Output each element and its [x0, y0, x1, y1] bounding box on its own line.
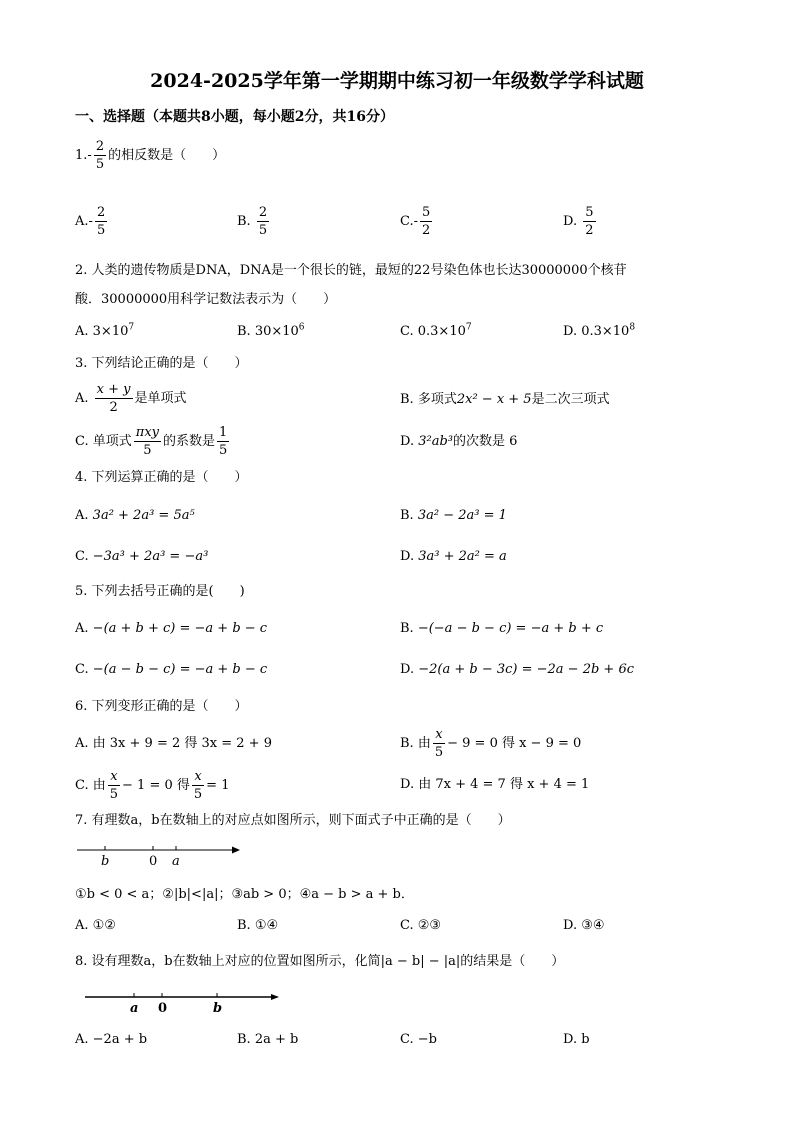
- denominator: 5: [219, 443, 228, 458]
- question-7-statements: ①b < 0 < a；②|b|<|a|；③ab > 0；④a − b > a + b．: [75, 887, 414, 902]
- denominator: 5: [434, 745, 444, 760]
- denominator: 5: [96, 223, 106, 238]
- question-2-line1: 2. 人类的遗传物质是DNA，DNA是一个很长的链，最短的22号染色体也长达30000000个核苷: [75, 263, 627, 278]
- fraction: [192, 768, 204, 803]
- option-2c[interactable]: [400, 323, 472, 341]
- question-5-stem: 5. 下列去括号正确的是( ): [75, 584, 245, 599]
- denominator: 5: [95, 157, 105, 172]
- option-text: C. 0.3×10: [400, 324, 466, 339]
- numerator: 1: [219, 425, 228, 440]
- option-text: 是单项式: [134, 391, 187, 406]
- question-7-stem: 7. 有理数a，b在数轴上的对应点如图所示，则下面式子中正确的是（ ）: [75, 813, 511, 828]
- option-label: C. 由: [75, 778, 106, 793]
- fraction: [217, 424, 229, 459]
- stem-text: 的相反数是（ ）: [108, 148, 226, 163]
- math-expression: 3a³ + 2a² = a: [418, 549, 507, 564]
- label-a: a: [172, 854, 180, 869]
- option-3b[interactable]: [400, 391, 610, 409]
- option-1b[interactable]: [237, 204, 271, 239]
- option-5d[interactable]: [400, 661, 634, 679]
- option-6c[interactable]: [75, 768, 229, 803]
- option-label: C.: [75, 434, 89, 449]
- option-text: = 1: [206, 778, 230, 793]
- question-2-line2: 酸．30000000用科学记数法表示为（ ）: [75, 292, 337, 307]
- option-label: B.: [237, 214, 251, 229]
- option-8a[interactable]: A. −2a + b: [75, 1032, 148, 1047]
- exponent: 6: [298, 322, 305, 333]
- sign: -: [88, 214, 93, 229]
- option-8c[interactable]: C. −b: [400, 1032, 437, 1047]
- option-label: A.: [75, 214, 89, 229]
- math-expression: 3a² + 2a³ = 5a⁵: [92, 508, 195, 523]
- arrow-icon: [271, 994, 279, 1000]
- label-b: b: [213, 1001, 223, 1016]
- option-label: C.: [75, 662, 89, 677]
- option-label: C.: [400, 214, 414, 229]
- option-2b[interactable]: [237, 323, 305, 341]
- option-5b[interactable]: [400, 620, 603, 638]
- option-7d[interactable]: D. ③④: [563, 918, 605, 933]
- page-title: 2024-2025学年第一学期期中练习初一年级数学学科试题: [150, 70, 644, 92]
- option-1a[interactable]: [75, 204, 109, 239]
- option-label: A.: [75, 391, 89, 406]
- option-text: − 1 = 0 得: [122, 778, 190, 793]
- option-label: D.: [563, 214, 578, 229]
- option-1d[interactable]: [563, 204, 598, 239]
- exponent: 7: [465, 322, 472, 333]
- numerator: x: [192, 768, 204, 786]
- question-8-stem: 8. 设有理数a，b在数轴上对应的位置如图所示，化简|a − b| − |a|的结果是（ ）: [75, 954, 565, 969]
- option-2a[interactable]: [75, 323, 134, 341]
- label-zero: 0: [158, 1001, 168, 1016]
- label-a: a: [130, 1001, 139, 1016]
- option-text: 单项式: [92, 434, 132, 449]
- denominator: 2: [422, 223, 431, 238]
- fraction: [108, 768, 120, 803]
- option-4c[interactable]: [75, 548, 208, 566]
- option-8b[interactable]: B. 2a + b: [237, 1032, 299, 1047]
- number-line-q7: [75, 838, 245, 872]
- numerator: 5: [585, 205, 594, 220]
- option-label: D.: [400, 549, 415, 564]
- option-text: 多项式: [417, 392, 457, 407]
- numerator: 2: [258, 205, 268, 220]
- math-expression: −(a + b + c) = −a + b − c: [92, 621, 268, 636]
- denominator: 5: [109, 787, 119, 802]
- option-5a[interactable]: [75, 620, 267, 638]
- fraction: [583, 204, 595, 239]
- option-4a[interactable]: [75, 507, 195, 525]
- option-label: B. 由: [400, 736, 431, 751]
- exponent: 8: [629, 322, 636, 333]
- numerator: 5: [422, 205, 431, 220]
- option-text: B. 30×10: [237, 324, 299, 339]
- fraction: [95, 381, 133, 416]
- option-label: B.: [400, 508, 414, 523]
- option-4b[interactable]: [400, 507, 507, 525]
- question-3-stem: 3. 下列结论正确的是（ ）: [75, 356, 248, 371]
- option-4d[interactable]: [400, 548, 507, 566]
- numerator: 2: [95, 139, 105, 154]
- denominator: 2: [109, 400, 118, 415]
- question-4-stem: 4. 下列运算正确的是（ ）: [75, 470, 248, 485]
- option-6b[interactable]: [400, 726, 581, 761]
- fraction: [420, 204, 432, 239]
- numerator: 2: [96, 205, 106, 220]
- option-label: C.: [75, 549, 89, 564]
- math-expression: −(a − b − c) = −a + b − c: [92, 662, 268, 677]
- option-text: D. 0.3×10: [563, 324, 630, 339]
- option-text: 的系数是: [163, 434, 216, 449]
- fraction: [134, 424, 161, 459]
- option-label: B.: [400, 621, 414, 636]
- option-text: A. 3×10: [75, 324, 129, 339]
- question-1-stem: [75, 138, 225, 173]
- math-expression: 3a² − 2a³ = 1: [417, 508, 507, 523]
- option-label: A.: [75, 621, 89, 636]
- math-expression: −2(a + b − 3c) = −2a − 2b + 6c: [418, 662, 635, 677]
- denominator: 5: [258, 223, 268, 238]
- section-heading-choice: 一、选择题（本题共8小题，每小题2分，共16分）: [75, 109, 394, 125]
- exponent: 7: [128, 322, 135, 333]
- option-7a[interactable]: A. ①②: [75, 918, 116, 933]
- fraction: [433, 726, 445, 761]
- option-7b[interactable]: B. ①④: [237, 918, 279, 933]
- option-3d[interactable]: [400, 433, 517, 451]
- math-expression: 3²ab³: [418, 434, 454, 449]
- option-5c[interactable]: [75, 661, 267, 679]
- option-text: − 9 = 0 得 x − 9 = 0: [447, 736, 582, 751]
- option-6d[interactable]: D. 由 7x + 4 = 7 得 x + 4 = 1: [400, 777, 590, 792]
- numerator: πxy: [135, 425, 160, 440]
- math-expression: −(−a − b − c) = −a + b + c: [417, 621, 604, 636]
- option-label: D.: [400, 434, 415, 449]
- question-number: 1.: [75, 148, 88, 163]
- option-label: B.: [400, 392, 414, 407]
- option-3a[interactable]: [75, 381, 187, 416]
- option-label: A.: [75, 508, 89, 523]
- option-8d[interactable]: D. b: [563, 1032, 590, 1047]
- numerator: x + y: [96, 382, 131, 397]
- arrow-icon: [232, 847, 240, 854]
- numerator: x: [433, 726, 445, 744]
- neg-sign: -: [87, 148, 92, 163]
- option-3c[interactable]: [75, 424, 231, 459]
- math-expression: 2x² − x + 5: [456, 392, 532, 407]
- fraction: [95, 204, 107, 239]
- number-line-q8: [83, 988, 283, 1016]
- denominator: 2: [585, 223, 594, 238]
- option-2d[interactable]: [563, 323, 635, 341]
- question-6-stem: 6. 下列变形正确的是（ ）: [75, 699, 248, 714]
- sign: -: [413, 214, 419, 229]
- option-1c[interactable]: [400, 204, 434, 239]
- option-6a[interactable]: A. 由 3x + 9 = 2 得 3x = 2 + 9: [75, 736, 272, 751]
- numerator: x: [108, 768, 120, 786]
- option-text: 的次数是 6: [453, 434, 518, 449]
- fraction: [257, 204, 269, 239]
- fraction: [94, 138, 106, 173]
- denominator: 5: [193, 787, 203, 802]
- option-7c[interactable]: C. ②③: [400, 918, 442, 933]
- math-expression: −3a³ + 2a³ = −a³: [92, 549, 209, 564]
- option-label: D.: [400, 662, 415, 677]
- option-text: 是二次三项式: [531, 392, 610, 407]
- denominator: 5: [143, 443, 152, 458]
- label-b: b: [101, 854, 110, 869]
- label-zero: 0: [149, 854, 158, 869]
